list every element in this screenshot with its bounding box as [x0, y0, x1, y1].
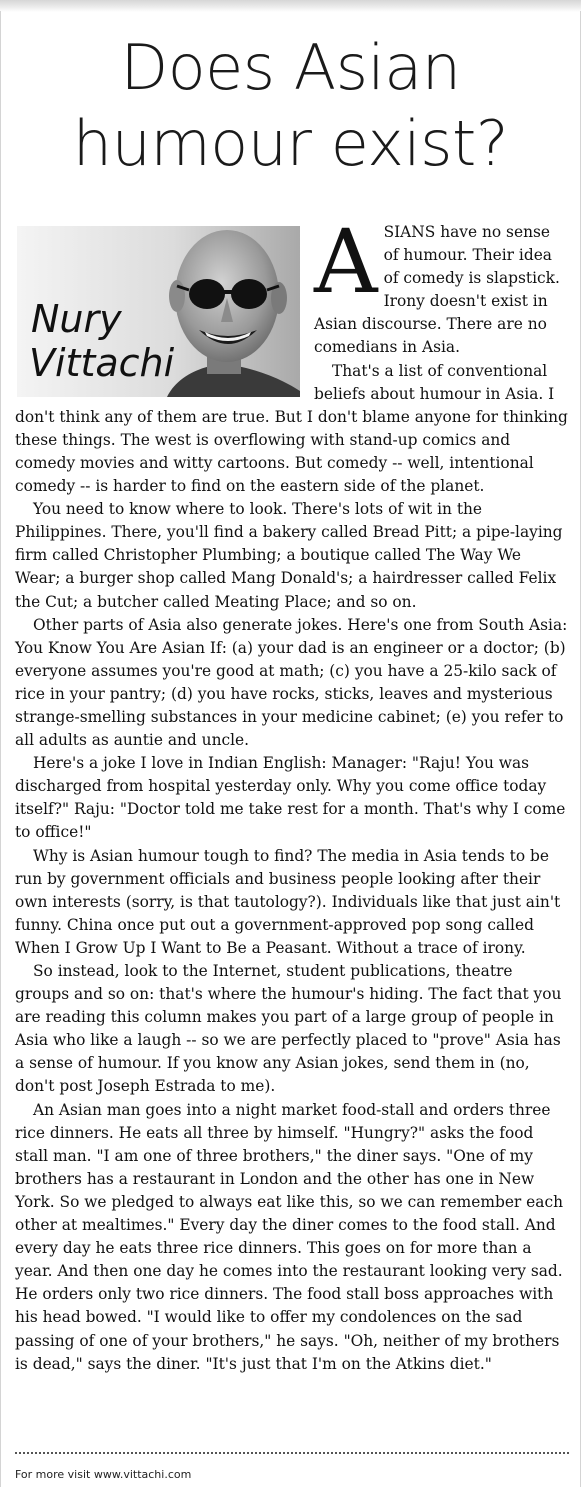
article-paragraph-7: So instead, look to the Internet, student publications, theatre groups and so on: that's where the humour's hiding. The fact that you are reading this column makes you part of a large group of people in Asia who like a laugh -- so we are perfectly placed to "prove" Asia has a sense of humour. If you know any Asian jokes, send them in (no, don't post Joseph Estrada to me).	[15, 962, 562, 1096]
footer-note	[15, 1468, 191, 1481]
article-paragraph-4: Other parts of Asia also generate jokes. Here's one from South Asia: You Know You Are Asian If: (a) your dad is an engineer or a doctor; (b) everyone assumes you're good at math; (c) you have a 25-kilo sack of rice in your pantry; (d) you have rocks, sticks, leaves and mysterious strange-smelling substances in your medicine cabinet; (e) you refer to all adults as auntie and uncle.	[15, 615, 568, 750]
article-paragraph-2: That's a list of conventional beliefs about humour in Asia. I don't think any of them are true. But I don't blame anyone for thinking these things. The west is overflowing with stand-up comics and comedy movies and witty cartoons. But comedy -- well, intentional comedy -- is harder to find on the eastern side of the planet.	[15, 361, 568, 496]
article-paragraph-6: Why is Asian humour tough to find? The media in Asia tends to be run by government officials and business people looking after their own interests (sorry, is that tautology?). Individuals like that just ain't funny. China once put out a government-approved pop song called When I Grow Up I Want to Be a Peasant. Without a trace of irony.	[15, 846, 561, 957]
signature-line-2: Vittachi	[29, 341, 175, 385]
photo-spacer	[15, 221, 314, 405]
article-paragraph-3: You need to know where to look. There's lots of wit in the Philippines. There, you'll find a bakery called Bread Pitt; a pipe-laying firm called Christopher Plumbing; a boutique called The Way We Wear; a burger shop called Mang Donald's; a hairdresser called Felix the Cut; a butcher called Meating Place; and so on.	[15, 500, 563, 611]
drop-cap: A	[314, 210, 378, 313]
article-paragraph-8: An Asian man goes into a night market food-stall and orders three rice dinners. He eats all three by himself. "Hungry?" asks the food stall man. "I am one of three brothers," the diner says. "One of my brothers has a restaurant in London and the other has one in New York. So we pledged to always eat like this, so we can remember each other at mealtimes." Every day the diner comes to the food stall. And every day he eats three rice dinners. This goes on for more than a year. And then one day he comes into the restaurant looking very sad. He orders only two rice dinners. The food stall boss approaches with his head bowed. "I would like to offer my condolences on the sad passing of one of your brothers," he says. "Oh, neither of my brothers is dead," says the diner. "It's just that I'm on the Atkins diet."	[15, 1100, 563, 1373]
headline	[0, 30, 581, 182]
article-paragraph-5: Here's a joke I love in Indian English: Manager: "Raju! You was discharged from hospital yesterday only. Why you come office today itself?" Raju: "Doctor told me take rest for a month. That's why I come to office!"	[15, 754, 566, 842]
article-body	[15, 210, 569, 1376]
footer-text: For more visit www.vittachi.com	[15, 1468, 192, 1481]
headline-text: Does Asian humour exist?	[72, 31, 509, 180]
signature-line-1: Nury	[31, 297, 122, 341]
dotted-divider	[15, 1452, 569, 1454]
paragraph-text: SIANS have no sense of humour. Their idea of comedy is slapstick. Irony doesn't exist in Asian discourse. There are no comedians in Asia.	[314, 223, 560, 357]
